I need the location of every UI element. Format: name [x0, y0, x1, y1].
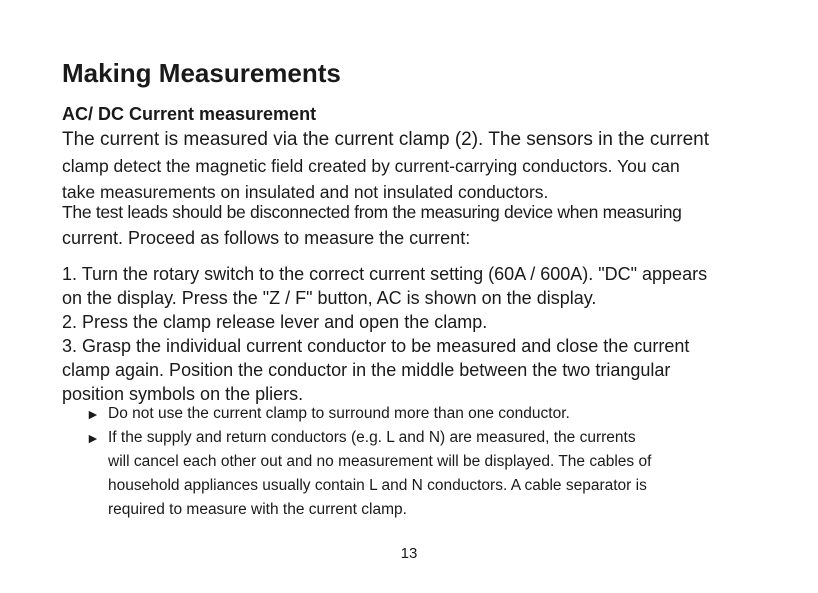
- step-line: on the display. Press the "Z / F" button, AC is shown on the display.: [62, 288, 597, 308]
- bullet-arrow-icon: ►: [86, 406, 100, 422]
- page-number: 13: [400, 545, 418, 562]
- section-heading: AC/ DC Current measurement: [62, 104, 317, 124]
- bullet-line: If the supply and return conductors (e.g. L and N) are measured, the currents: [108, 429, 636, 446]
- step-line: clamp again. Position the conductor in the middle between the two triangular: [62, 360, 671, 380]
- step-line: 3. Grasp the individual current conductor to be measured and close the current: [62, 336, 690, 356]
- bullet-line: household appliances usually contain L and N conductors. A cable separator is: [108, 477, 647, 494]
- intro-line: The current is measured via the current clamp (2). The sensors in the current: [62, 129, 709, 150]
- note-paragraph: [62, 199, 762, 251]
- bullet-line: Do not use the current clamp to surround more than one conductor.: [108, 405, 570, 422]
- step-line: position symbols on the pliers.: [62, 384, 304, 404]
- step-line: 2. Press the clamp release lever and open the clamp.: [62, 312, 488, 332]
- note-line: current. Proceed as follows to measure the current:: [62, 228, 471, 248]
- page-title: Making Measurements: [62, 58, 341, 88]
- bullet-list: [84, 402, 764, 522]
- bullet-line: required to measure with the current clamp.: [108, 501, 407, 518]
- bullet-item: [84, 426, 764, 522]
- step-line: 1. Turn the rotary switch to the correct current setting (60A / 600A). "DC" appears: [62, 264, 708, 284]
- bullet-arrow-icon: ►: [86, 430, 100, 446]
- note-line: The test leads should be disconnected from the measuring device when measuring: [62, 202, 682, 222]
- intro-line: clamp detect the magnetic field created by current-carrying conductors. You can: [62, 156, 680, 176]
- intro-paragraph: [62, 127, 762, 205]
- bullet-line: will cancel each other out and no measurement will be displayed. The cables of: [108, 453, 652, 470]
- intro-line: take measurements on insulated and not insulated conductors.: [62, 182, 549, 202]
- steps-list: [62, 262, 762, 406]
- bullet-item: [84, 402, 764, 426]
